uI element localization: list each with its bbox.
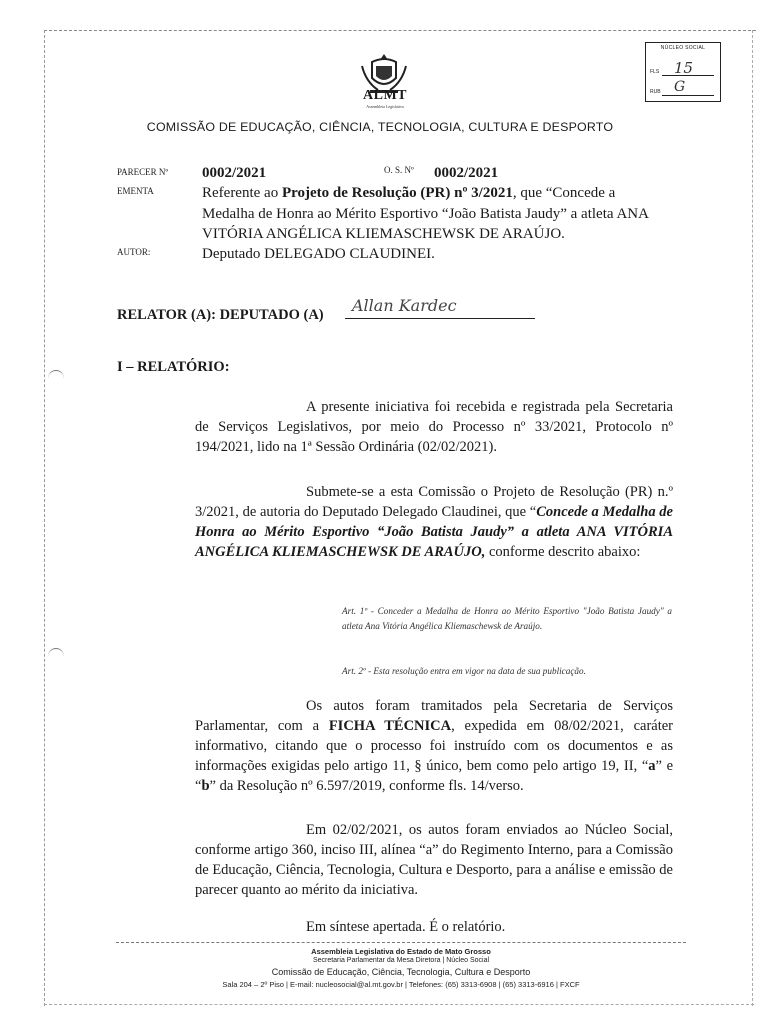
paragraph-3: [195, 696, 673, 796]
ementa-text: , que “Concede a: [512, 185, 616, 201]
footer-line-4: Sala 204 – 2º Piso | E-mail: nucleosocial@al.mt.gov.br | Telefones: (65) 3313-6908 | (65) 3313-6916 | FXCF: [222, 980, 580, 989]
punch-mark: [48, 648, 64, 665]
paragraph-2: [195, 482, 673, 562]
stamp-rub-value: G: [674, 79, 686, 95]
paragraph-1: A presente iniciativa foi recebida e registrada pela Secretaria de Serviços Legislativos, por meio do Processo nº 33/2021, Protocolo nº 194/2021, lido na 1ª Sessão Ordinária (02/02/2021).: [195, 399, 673, 455]
page-border-bottom: [44, 1004, 754, 1005]
relator-signature: Allan Kardec: [352, 296, 457, 315]
logo-text: ALMT: [363, 88, 407, 103]
paragraph-text: ” e “: [195, 758, 674, 794]
paragraph-emphasis: Concede a Medalha de Honra ao Mérito Esportivo “João Batista Jaudy” a atleta ANA VITÓRIA ANGÉLICA KLIEMASCHEWSK DE ARAÚJO,: [195, 504, 673, 560]
ementa-project: Projeto de Resolução (PR) nº 3/2021: [281, 185, 513, 201]
footer-line-2: Secretaria Parlamentar da Mesa Diretora | Núcleo Social: [312, 957, 490, 964]
section-title: I – RELATÓRIO:: [117, 359, 230, 375]
paragraph-text: , expedida em 08/02/2021, caráter informativo, citando que o processo foi instruído com os documentos e as informações exigidas pelo artigo 11, § único, bem como pelo artigo 19, II, “: [195, 718, 673, 774]
parecer-label: PARECER Nº: [117, 167, 169, 177]
ementa-label: EMENTA: [117, 186, 154, 196]
paragraph-emphasis: FICHA TÉCNICA: [328, 718, 452, 734]
paragraph-4: Em 02/02/2021, os autos foram enviados ao Núcleo Social, conforme artigo 360, inciso III, alínea “a” do Regimento Interno, para a Comissão de Educação, Ciência, Tecnologia, Cultura e Desporto, para a análise e emissão de parecer quanto ao mérito da iniciativa.: [195, 822, 673, 898]
os-value: 0002/2021: [434, 165, 499, 181]
relator-label: RELATOR (A): DEPUTADO (A): [117, 307, 324, 323]
commission-heading: COMISSÃO DE EDUCAÇÃO, CIÊNCIA, TECNOLOGIA, CULTURA E DESPORTO: [146, 120, 614, 134]
stamp-line: [662, 95, 714, 96]
punch-mark: [48, 370, 64, 387]
os-label: O. S. Nº: [384, 165, 414, 175]
paragraph-text: conforme descrito abaixo:: [485, 544, 641, 560]
quote-article-1: Art. 1º - Conceder a Medalha de Honra ao Mérito Esportivo "João Batista Jaudy" a atleta Ana Vitória Angélica Kliemaschewsk de Araújo.: [342, 606, 672, 631]
stamp-line: [662, 75, 714, 76]
footer-line-1: Assembleia Legislativa do Estado de Mato Grosso: [311, 947, 491, 956]
quote-article-2: Art. 2º - Esta resolução entra em vigor na data de sua publicação.: [342, 666, 586, 676]
paragraph-5: Em síntese apertada. É o relatório.: [306, 919, 506, 935]
paragraph-emphasis: b: [201, 778, 210, 794]
footer-divider: [116, 942, 686, 943]
stamp-fls-label: FLS: [650, 69, 660, 75]
paragraph-emphasis: a: [648, 758, 656, 774]
stamp-fls-value: 15: [674, 59, 694, 77]
ementa-line-3: VITÓRIA ANGÉLICA KLIEMASCHEWSK DE ARAÚJO.: [202, 226, 565, 242]
paragraph-text: ” da Resolução nº 6.597/2019, conforme fls. 14/verso.: [209, 778, 524, 794]
paragraph-text: Submete-se a esta Comissão o Projeto de Resolução (PR) n.º 3/2021, de autoria do Deputado Delegado Claudinei, que “: [195, 484, 673, 520]
autor-label: AUTOR:: [117, 247, 151, 257]
ementa-line-1: [202, 183, 672, 203]
parecer-value: 0002/2021: [202, 165, 267, 181]
protocol-stamp: [645, 42, 721, 102]
logo-subtitle: Assembleia Legislativa: [366, 104, 404, 109]
ementa-line-2: Medalha de Honra ao Mérito Esportivo “João Batista Jaudy” a atleta ANA: [202, 206, 649, 222]
page-border-top: [44, 30, 756, 31]
paragraph-text: Os autos foram tramitados pela Secretaria de Serviços Parlamentar, com a: [195, 698, 673, 734]
stamp-rub-label: RUB: [650, 89, 661, 95]
autor-value: Deputado DELEGADO CLAUDINEI.: [202, 246, 435, 262]
signature-line: [345, 318, 535, 319]
footer-line-3: Comissão de Educação, Ciência, Tecnologia, Cultura e Desporto: [271, 967, 531, 977]
ementa-text: Referente ao: [202, 185, 282, 201]
page-border-right: [752, 30, 753, 1006]
page-border-left: [44, 30, 45, 1006]
stamp-title: NÚCLEO SOCIAL: [660, 45, 706, 51]
